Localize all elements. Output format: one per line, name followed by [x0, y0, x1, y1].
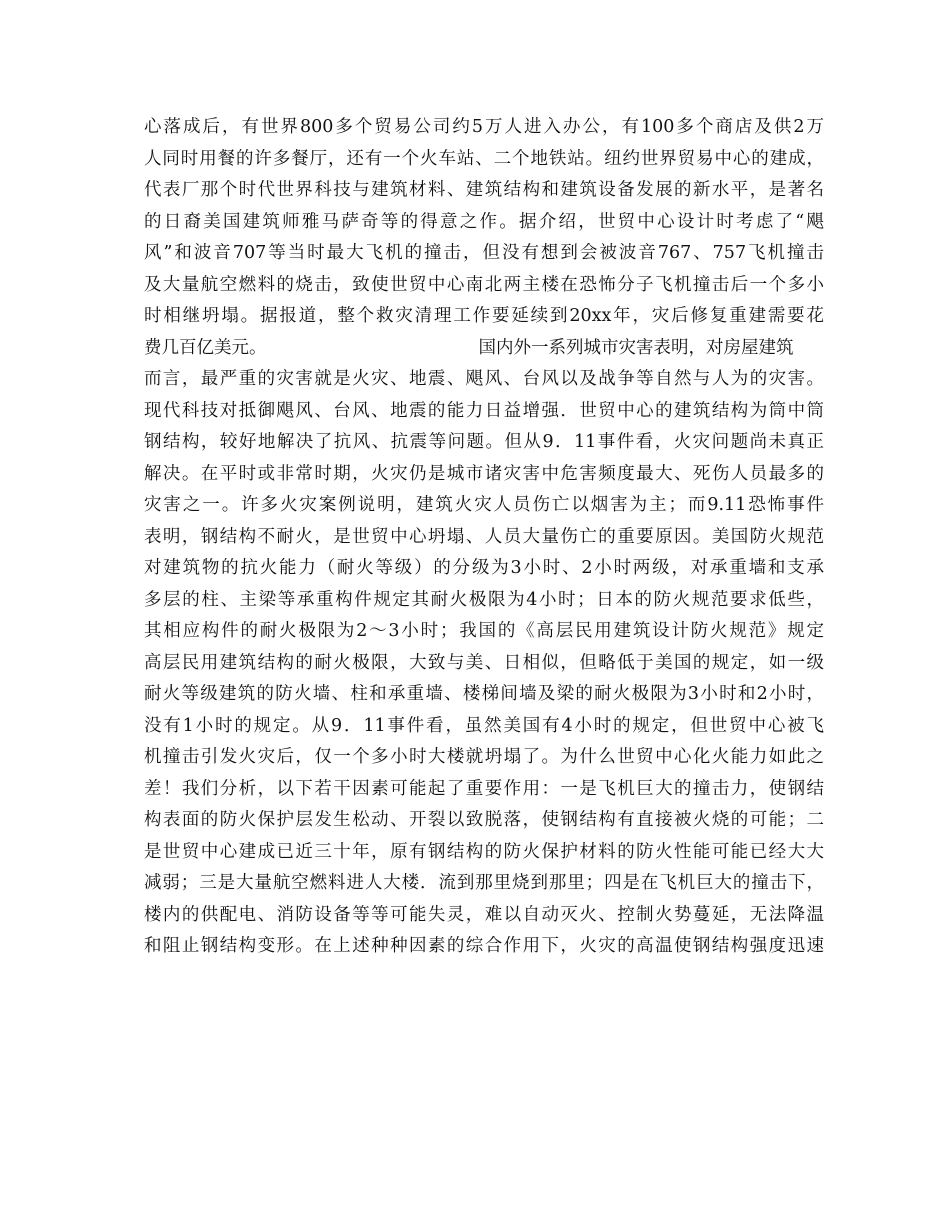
text-line: 是世贸中心建成已近三十年，原有钢结构的防火保护材料的防火性能可能已经大大 [144, 841, 824, 862]
text-line: 风”和波音707等当时最大飞机的撞击，但没有想到会被波音767、757飞机撞击 [144, 243, 824, 263]
text-line: 时相继坍塌。据报道，整个救灾清理工作要延续到20xx年，灾后修复重建需要花 [144, 306, 824, 326]
text-line: 高层民用建筑结构的耐火极限，大致与美、日相似，但略低于美国的规定，如一级 [144, 652, 824, 673]
text-line: 现代科技对抵御飓风、台风、地震的能力日益增强．世贸中心的建筑结构为筒中筒 [144, 400, 824, 421]
text-line: 人同时用餐的许多餐厅，还有一个火车站、二个地铁站。纽约世界贸易中心的建成， [144, 148, 824, 169]
body-text [144, 112, 824, 963]
paragraph-end: 费几百亿美元。 [144, 337, 267, 358]
text-line: 没有1小时的规定。从9．11事件看，虽然美国有4小时的规定，但世贸中心被飞 [144, 715, 824, 736]
text-line: 其相应构件的耐火极限为2～3小时；我国的《高层民用建筑设计防火规范》规定 [144, 621, 824, 641]
text-line: 的日裔美国建筑师雅马萨奇等的得意之作。据介绍，世贸中心设计时考虑了“飓 [144, 211, 824, 232]
paragraph-start: 国内外一系列城市灾害表明，对房屋建筑 [478, 337, 794, 358]
text-line: 解决。在平时或非常时期，火灾仍是城市诸灾害中危害频度最大、死伤人员最多的 [144, 463, 824, 484]
text-line: 构表面的防火保护层发生松动、开裂以致脱落，使钢结构有直接被火烧的可能；二 [144, 810, 824, 830]
text-line: 代表厂那个时代世界科技与建筑材料、建筑结构和建筑设备发展的新水平，是著名 [144, 180, 824, 200]
text-line: 差！我们分析，以下若干因素可能起了重要作用：一是飞机巨大的撞击力，使钢结 [144, 778, 824, 799]
text-line: 钢结构，较好地解决了抗风、抗震等问题。但从9．11事件看，火灾问题尚未真正 [144, 432, 824, 452]
text-line: 及大量航空燃料的烧击，致使世贸中心南北两主楼在恐怖分子飞机撞击后一个多小 [144, 274, 824, 295]
text-line: 对建筑物的抗火能力（耐火等级）的分级为3小时、2小时两级，对承重墙和支承 [144, 558, 824, 578]
text-line: 和阻止钢结构变形。在上述种种因素的综合作用下，火灾的高温使钢结构强度迅速 [144, 936, 824, 956]
text-line: 心落成后，有世界800多个贸易公司约5万人进入办公，有100多个商店及供2万 [144, 117, 824, 137]
text-line: 机撞击引发火灾后，仅一个多小时大楼就坍塌了。为什么世贸中心化火能力如此之 [144, 747, 824, 767]
text-line: 表明，钢结构不耐火，是世贸中心坍塌、人员大量伤亡的重要原因。美国防火规范 [144, 526, 824, 547]
text-line: 灾害之一。许多火灾案例说明，建筑火灾人员伤亡以烟害为主；而9.11恐怖事件 [144, 495, 824, 515]
text-line: 楼内的供配电、消防设备等等可能失灵，难以自动灭火、控制火势蔓延，无法降温 [144, 904, 824, 925]
text-line: 而言，最严重的灾害就是火灾、地震、飓风、台风以及战争等自然与人为的灾害。 [144, 369, 824, 389]
text-line-split [144, 333, 824, 365]
text-line: 多层的柱、主梁等承重构件规定其耐火极限为4小时；日本的防火规范要求低些， [144, 589, 824, 610]
text-line: 耐火等级建筑的防火墙、柱和承重墙、楼梯间墙及梁的耐火极限为3小时和2小时， [144, 684, 824, 704]
text-line: 减弱；三是大量航空燃料进人大楼．流到那里烧到那里；四是在飞机巨大的撞击下， [144, 873, 824, 893]
